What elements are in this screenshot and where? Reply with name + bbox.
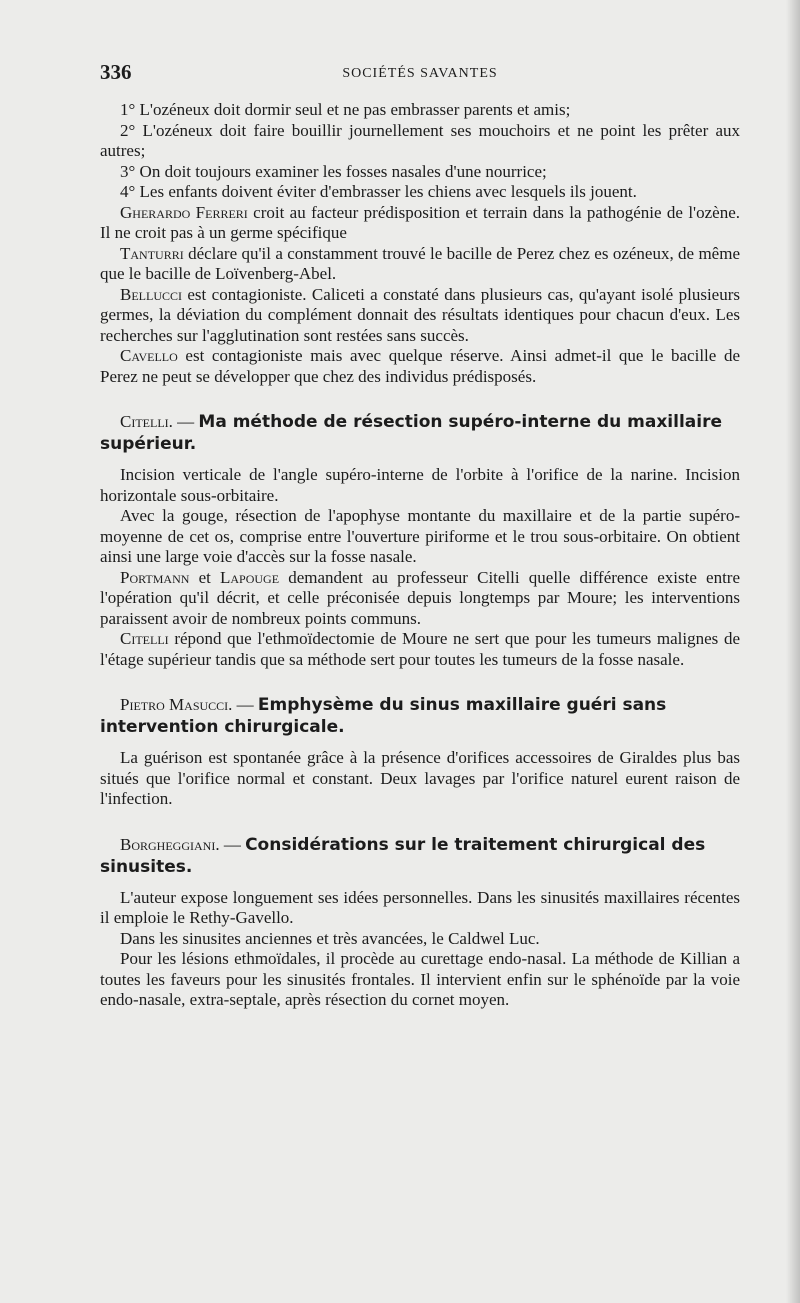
paragraph-text: demandent au professeur Citelli quelle différence existe entre l'opération qu'il décrit, et celle préconisée depuis longtemps par Moure; les interventions paraissent avoir de nombreux points communs. bbox=[100, 567, 740, 628]
section-masucci bbox=[100, 694, 740, 810]
author-name: Bellucci bbox=[120, 284, 182, 304]
body-paragraph: Pour les lésions ethmoïdales, il procède au curettage endo-nasal. La méthode de Killian a toutes les faveurs pour les sinusités frontales. Il intervient enfin sur le sphénoïde par la voie endo-nasale, extra-septale, après résection du cornet moyen. bbox=[100, 949, 740, 1009]
opinion-text: est contagioniste. Caliceti a constaté dans plusieurs cas, qu'ayant isolé plusieurs germes, la déviation du complément donnait des résultats identiques pour chacun d'eux. Les recherches sur l'agglutination sont restées sans succès. bbox=[100, 284, 740, 345]
page-number: 336 bbox=[100, 60, 132, 84]
page-header bbox=[100, 60, 740, 92]
heading-separator: — bbox=[219, 834, 246, 854]
section-heading bbox=[100, 834, 740, 878]
page-edge-shadow bbox=[786, 0, 800, 1303]
intro-list bbox=[100, 100, 740, 203]
section-author: Pietro Masucci. bbox=[120, 695, 233, 714]
body-paragraph bbox=[100, 568, 740, 630]
list-item: 2° L'ozéneux doit faire bouillir journellement ses mouchoirs et ne point les prêter aux autres; bbox=[100, 120, 740, 160]
opinion-paragraph bbox=[100, 244, 740, 285]
list-item: 3° On doit toujours examiner les fosses nasales d'une nourrice; bbox=[120, 161, 547, 181]
opinion-text: croit au facteur prédisposition et terrain dans la pathogénie de l'ozène. Il ne croit pas à un germe spécifique bbox=[100, 202, 740, 242]
author-name: Portmann bbox=[120, 567, 190, 587]
section-title: Ma méthode de résection supéro-interne du maxillaire supérieur. bbox=[100, 412, 722, 454]
section-title: Considérations sur le traitement chirurgical des sinusites. bbox=[100, 834, 706, 877]
heading-separator: — bbox=[172, 412, 199, 431]
running-head: SOCIÉTÉS SAVANTES bbox=[342, 66, 498, 81]
list-item: 1° L'ozéneux doit dormir seul et ne pas embrasser parents et amis; bbox=[120, 100, 571, 119]
opinion-paragraph bbox=[100, 346, 740, 387]
body-paragraph: Avec la gouge, résection de l'apophyse montante du maxillaire et de la partie supéro-moyenne de cet os, comprise entre l'ouverture piriforme et le trou sous-orbitaire. On obtient ainsi une large voie d'accès sur la fosse nasale. bbox=[100, 506, 740, 566]
opinion-paragraph bbox=[100, 203, 740, 244]
opinion-text: est contagioniste mais avec quelque réserve. Ainsi admet-il que le bacille de Perez ne peut se développer que chez des individus prédisposés. bbox=[100, 346, 740, 386]
body-paragraph: La guérison est spontanée grâce à la présence d'orifices accessoires de Giraldes plus bas situés que l'orifice normal et constant. Deux lavages par l'orifice naturel eurent raison de l'infection. bbox=[100, 748, 740, 808]
section-author: Borgheggiani. bbox=[120, 834, 220, 854]
body-paragraph: L'auteur expose longuement ses idées personnelles. Dans les sinusités maxillaires récentes il emploie le Rethy-Gavello. bbox=[100, 887, 740, 927]
section-citelli bbox=[100, 411, 740, 670]
body-paragraph: Incision verticale de l'angle supéro-interne de l'orbite à l'orifice de la narine. Incision horizontale sous-orbitaire. bbox=[100, 465, 740, 505]
list-item: 4° Les enfants doivent éviter d'embrasser les chiens avec lesquels ils jouent. bbox=[120, 182, 637, 201]
section-author: Citelli. bbox=[120, 412, 173, 431]
author-name: Citelli bbox=[120, 629, 169, 648]
opinions bbox=[100, 203, 740, 388]
author-name: Gherardo Ferreri bbox=[120, 202, 248, 222]
section-title: Emphysème du sinus maxillaire guéri sans intervention chirurgicale. bbox=[100, 695, 667, 737]
opinion-text: déclare qu'il a constamment trouvé le bacille de Perez chez es ozéneux, de même que le bacille de Loïvenberg-Abel. bbox=[100, 243, 740, 283]
conjunction: et bbox=[189, 567, 220, 587]
section-borgheggiani bbox=[100, 834, 740, 1011]
section-heading bbox=[100, 694, 740, 738]
body-paragraph: Dans les sinusites anciennes et très avancées, le Caldwel Luc. bbox=[120, 928, 540, 948]
section-heading bbox=[100, 411, 740, 455]
opinion-paragraph bbox=[100, 285, 740, 347]
author-name: Lapouge bbox=[220, 567, 280, 587]
heading-separator: — bbox=[232, 695, 258, 714]
author-name: Cavello bbox=[120, 346, 178, 365]
paragraph-text: répond que l'ethmoïdectomie de Moure ne sert que pour les tumeurs malignes de l'étage supérieur tandis que sa méthode sert pour toutes les tumeurs de la fosse nasale. bbox=[100, 629, 740, 669]
body-paragraph bbox=[100, 629, 740, 670]
author-name: Tanturri bbox=[120, 243, 184, 263]
